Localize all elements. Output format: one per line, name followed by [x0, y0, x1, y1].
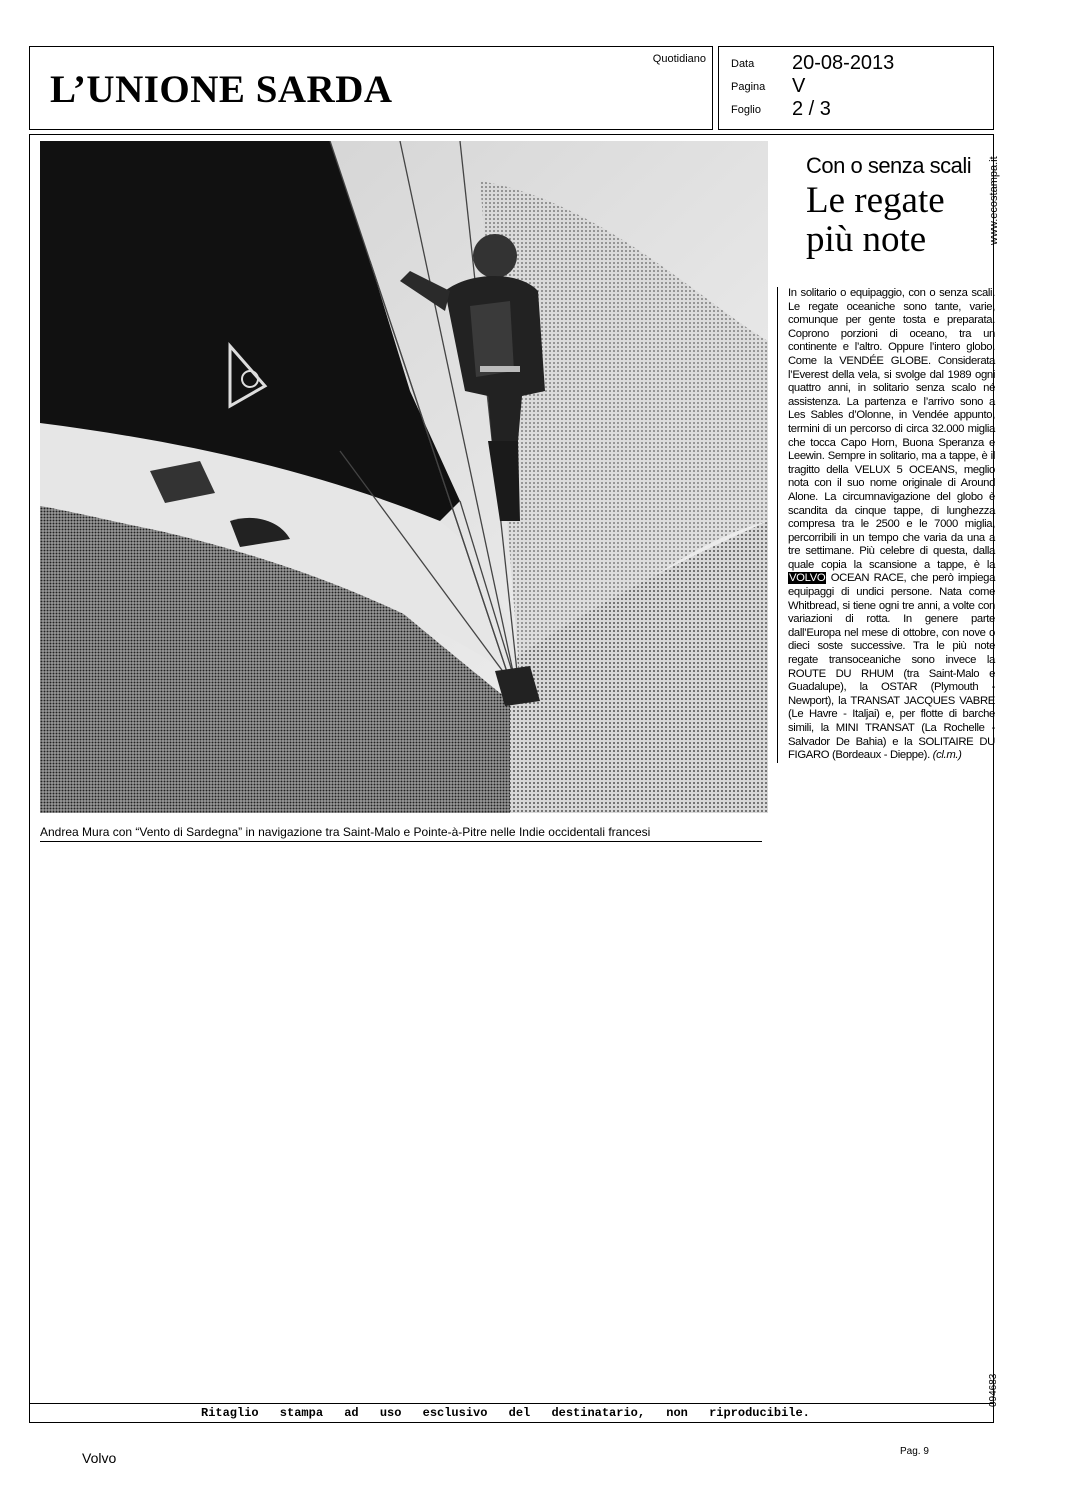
client-name: Volvo — [82, 1450, 117, 1466]
article-headline: Le regate più note — [806, 180, 945, 260]
info-row-data — [731, 52, 981, 76]
sailing-photo — [40, 141, 768, 813]
article-signature: (cl.m.) — [932, 749, 962, 762]
newspaper-title: L’UNIONE SARDA — [50, 68, 393, 111]
data-value: 20-08-2013 — [792, 52, 895, 74]
footer-divider — [30, 1403, 993, 1404]
clipping-content — [29, 134, 1000, 1423]
foglio-value: 2 / 3 — [792, 98, 831, 120]
article-kicker: Con o senza scali — [806, 153, 972, 178]
photo-caption: Andrea Mura con “Vento di Sardegna” in navigazione tra Saint-Malo e Pointe-à-Pitre nelle Indie occidentali francesi — [40, 825, 762, 842]
reproduction-notice: Ritaglio stampa ad uso esclusivo del destinatario, non riproducibile. — [201, 1406, 810, 1420]
info-row-pagina — [731, 75, 981, 99]
article-text-part1: In solitario o equipaggio, con o senza scali. Le regate oceaniche sono tante, varie, comunque per gente tosta e preparata. Coprono porzioni di oceano, tra un continente e l’altro. Oppure l’intero globo. Come la VENDÉE GLOBE. Considerata l’Everest della vela, si svolge dal 1989 ogni quattro anni, in solitario senza scalo né assistenza. La partenza e l’arrivo sono a Les Sables d’Olonne, in Vendée appunto, termini di un percorso di circa 32.000 miglia che tocca Capo Horn, Buona Speranza e Leewin. Sempre in solitario, ma a tappe, è il tragitto della VELUX 5 OCEANS, meglio nota con il suo nome originale di Around Alone. La circumnavigazione del globo è scandita da cinque tappe, di lunghezza compresa tra le 2500 e le 7000 miglia, percorribili in un tempo che varia da una a tre settimane. Più celebre di questa, dalla quale copia la scansione a tappe, è la — [788, 287, 995, 571]
info-row-foglio — [731, 98, 981, 122]
pagina-value: V — [792, 75, 806, 97]
article-text-part2: OCEAN RACE, che però impiega equipaggi di undici persone. Nata come Whitbread, si tiene ogni tre anni, a volte con variazioni di rotta. In genere parte dall’Europa nel mese di ottobre, con nove o dieci soste successive. Tra le più note regate transoceaniche sono invece la ROUTE DU RHUM (tra Saint-Malo e Guadalupe), la OSTAR (Plymouth - Newport), la TRANSAT JACQUES VABRE (Le Havre - Italjai) e, per flotte di barche simili, la MINI TRANSAT (La Rochelle - Salvador De Bahia) e la SOLITAIRE DU FIGARO (Bordeaux - Dieppe). — [788, 572, 996, 762]
article-body — [777, 287, 995, 763]
pagina-label: Pagina — [731, 81, 766, 93]
masthead-box — [29, 46, 713, 130]
page-number: Pag. 9 — [900, 1446, 929, 1457]
highlighted-keyword: VOLVO — [789, 572, 826, 585]
info-box — [718, 46, 994, 130]
publication-type: Quotidiano — [652, 53, 706, 65]
source-url: www.ecostampa.it — [988, 156, 1000, 245]
data-label: Data — [731, 58, 755, 70]
foglio-label: Foglio — [731, 104, 761, 116]
clipping-code: 094683 — [988, 1373, 999, 1407]
